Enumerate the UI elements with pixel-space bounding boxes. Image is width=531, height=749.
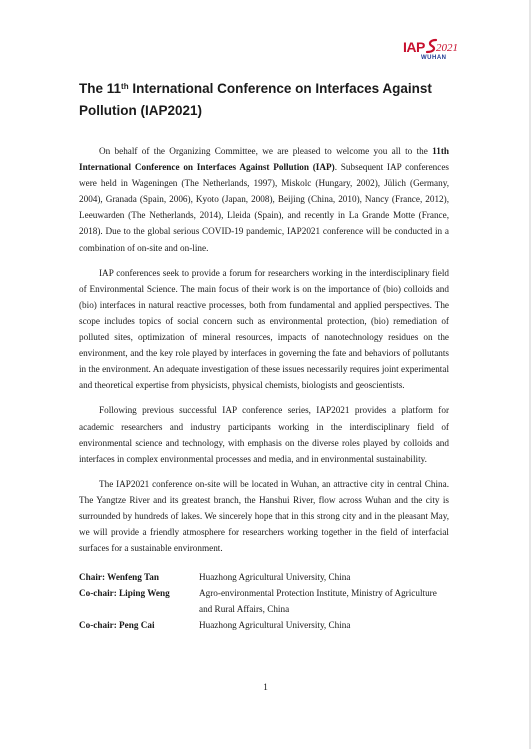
welcome-body [79,143,449,565]
committee-role: Co-chair: Liping Weng [79,588,170,598]
paragraph-scope: IAP conferences seek to provide a forum for researchers working in the interdisciplinary field of Environmental Science. The main focus of their work is on the importance of (bio) colloids and (bio) interfaces in natural reactive processes, both from fundamental and applied perspectives. The scope includes topics of social concern such as environmental protection, (bio) remediation of polluted sites, optimization of mineral resources, impacts of nanotechnology residues on the environment, and the key role played by interfaces in governing the fate and behaviors of pollutants in the environment. An adequate investigation of these issues necessarily requires joint experimental and theoretical expertise from physicists, physical chemists, biologists and geoscientists. [79,267,449,391]
committee-row [79,585,459,617]
logo-year: 2021 [436,42,458,54]
committee-affiliation: Huazhong Agricultural University, China [199,572,351,582]
title-ordinal-suffix: th [121,82,129,91]
welcome-lead: On behalf of the Organizing Committee, we are pleased to welcome you all to the [99,146,433,156]
page-number: 1 [263,683,268,693]
committee-role: Chair: Wenfeng Tan [79,572,159,582]
committee-row [79,617,459,633]
paragraph-location: The IAP2021 conference on-site will be located in Wuhan, an attractive city in central China. The Yangtze River and its greatest branch, the Hanshui River, flow across Wuhan and the city is surrounded by hundreds of lakes. We sincerely hope that in this strong city and in the pleasant May, we will provide a friendly atmosphere for researchers working together in the field of interfacial surfaces for a sustainable environment. [79,478,449,554]
logo-acronym: IAP [403,39,425,55]
committee-affiliation: Huazhong Agricultural University, China [199,620,351,630]
committee-row [79,569,459,585]
paragraph-welcome [79,143,449,256]
logo-city: WUHAN [421,55,447,61]
conference-name-bold: 11th International Conference on Interfaces Against Pollution (IAP) [79,146,449,173]
title-post: International Conference on Interfaces Against Pollution (IAP2021) [79,81,432,118]
title-pre: The 11 [79,81,122,96]
document-title [79,76,459,122]
committee-affiliation: Agro-environmental Protection Institute, Ministry of Agriculture and Rural Affairs, China [199,588,437,614]
committee-list [79,569,459,633]
paragraph-platform: Following previous successful IAP conference series, IAP2021 provides a platform for academic researchers and industry participants working in the interdisciplinary field of environmental science and technology, with emphasis on the diverse roles played by colloids and interfaces in complex environmental processes and media, and in environmental sustainability. [79,405,449,464]
welcome-rest: . Subsequent IAP conferences were held in Wageningen (The Netherlands, 1997), Miskolc (Hungary, 2002), Jülich (Germany, 2004), Granada (Spain, 2006), Kyoto (Japan, 2008), Beijing (China, 2010), Nancy (France, 2012), Leeuwarden (The Netherlands, 2014), Lleida (Spain), and recently in La Grande Motte (France, 2018). Due to the global serious COVID-19 pandemic, IAP2021 conference will be conducted in a combination of on-site and on-line. [79,162,449,253]
committee-role: Co-chair: Peng Cai [79,620,155,630]
iap2021-logo [403,39,461,65]
